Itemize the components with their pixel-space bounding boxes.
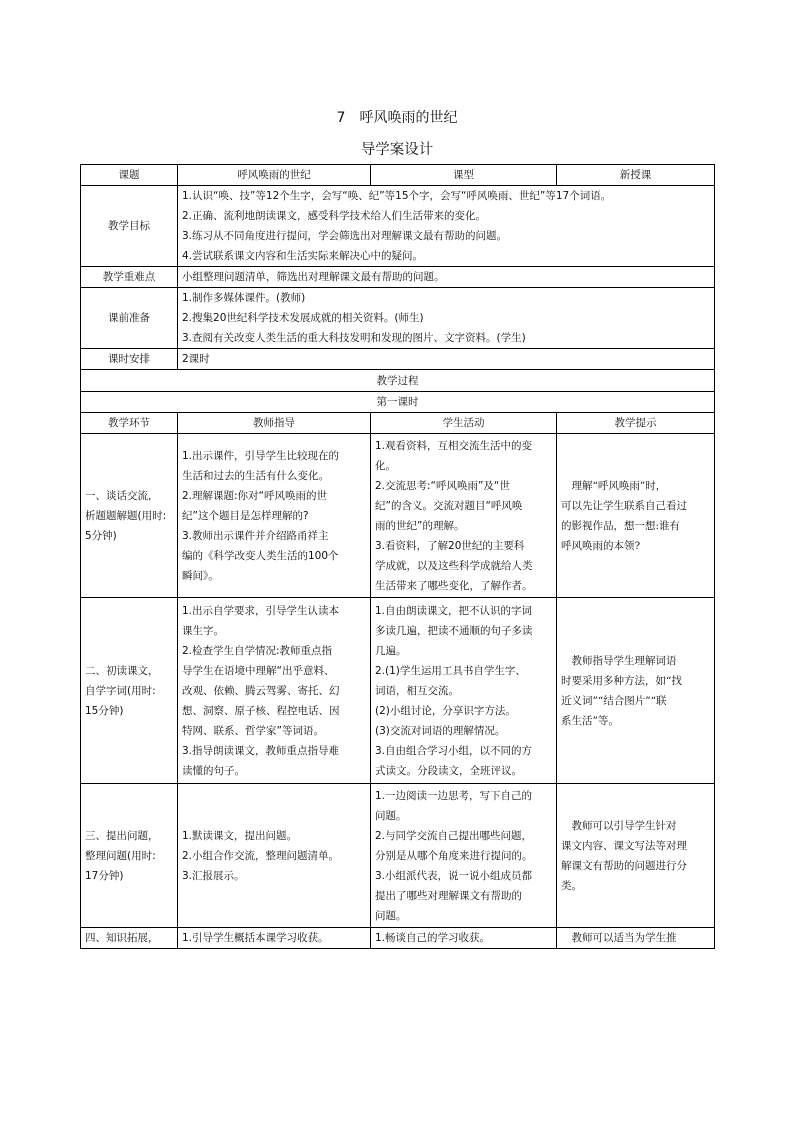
teacher-line: 想、洞察、原子核、程控电话、因 (182, 704, 340, 717)
goal-item: 4.尝试联系课文内容和生活实际来解决心中的疑问。 (182, 250, 424, 262)
topic-value: 呼风唤雨的世纪 (178, 165, 371, 186)
teacher-line: 2.检查学生自学情况:教师重点指 (182, 644, 333, 657)
teacher-guidance (178, 598, 371, 784)
tip-line: 教师可以引导学生针对 (561, 819, 677, 832)
student-line: 词语，相互交流。 (375, 684, 459, 697)
table-row (81, 370, 715, 392)
tip-line: 解课文有帮助的问题进行分 (561, 859, 687, 872)
stage-name-line: 二、初读课文， (85, 664, 159, 677)
stage-name (81, 434, 178, 598)
tip-line: 近义词”“结合图片”“联 (561, 694, 667, 707)
student-line: 3.自由组合学习小组，以不同的方 (375, 744, 533, 757)
lesson-plan-table (80, 164, 715, 949)
student-activity (371, 784, 557, 928)
stage-name-line: 整理问题(用时: (85, 849, 156, 862)
student-line: 纪”的含义。交流对题目“呼风唤 (375, 499, 523, 512)
teacher-guidance (178, 784, 371, 928)
stage-name-line: 自学字词(用时: (85, 684, 156, 697)
student-line: 学成就，以及这些科学成就给人类 (375, 559, 533, 572)
table-row (81, 413, 715, 434)
student-line: 3.小组派代表，说一说小组成员都 (375, 869, 533, 882)
column-header: 教师指导 (178, 413, 371, 434)
teaching-tip (557, 784, 715, 928)
prep-label: 课前准备 (81, 288, 178, 349)
document-title: 7 呼风唤雨的世纪 (336, 110, 458, 126)
process-title: 教学过程 (81, 370, 715, 392)
table-row (81, 186, 715, 267)
teacher-guidance (178, 434, 371, 598)
tip-line: 的影视作品，想一想:谁有 (561, 519, 681, 532)
student-line: 1.观看资料，互相交流生活中的变 (375, 439, 533, 452)
stage-name-line: 5分钟) (85, 529, 117, 542)
stage-name-line: 17分钟) (85, 869, 124, 882)
student-line: (2)小组讨论，分享识字方法。 (375, 704, 516, 717)
column-header: 学生活动 (371, 413, 557, 434)
tip-line: 教师指导学生理解词语 (561, 654, 677, 667)
stage-name (81, 598, 178, 784)
teacher-line: 改观、依赖、腾云驾雾、寄托、幻 (182, 684, 340, 697)
teacher-line: 2.理解课题:你对“呼风唤雨的世 (182, 489, 327, 502)
teaching-tip (557, 434, 715, 598)
student-activity (371, 598, 557, 784)
teacher-line: 2.小组合作交流，整理问题清单。 (182, 849, 340, 862)
prep-item: 3.查阅有关改变人类生活的重大科技发明和发现的图片、文字资料。(学生) (182, 332, 526, 344)
stage-name-line: 三、提出问题， (85, 829, 159, 842)
teaching-tip (557, 598, 715, 784)
student-line: 1.一边阅读一边思考，写下自己的 (375, 789, 533, 802)
student-line: 问题。 (375, 809, 407, 822)
teaching-tip: 教师可以适当为学生推 (557, 928, 715, 949)
tip-line: 系生活”等。 (561, 714, 619, 727)
tip-line: 课文内容、课文写法等对理 (561, 839, 687, 852)
stage-row (81, 434, 715, 598)
student-line: 生活带来了哪些变化，了解作者。 (375, 579, 533, 592)
stage-name-line: 15分钟) (85, 704, 124, 717)
key-label: 教学重难点 (81, 267, 178, 288)
stage-name-line: 析题题解题(用时: (85, 509, 167, 522)
stage-name (81, 784, 178, 928)
student-line: 分别是从哪个角度来进行提问的。 (375, 849, 533, 862)
student-line: 2.与同学交流自己提出哪些问题， (375, 829, 533, 842)
teacher-line: 瞬间》。 (182, 569, 219, 582)
teacher-line: 3.教师出示课件并介绍路甬祥主 (182, 529, 329, 542)
teacher-line: 3.汇报展示。 (182, 869, 245, 882)
teacher-line: 1.出示课件，引导学生比较现在的 (182, 449, 340, 462)
tip-line: 类。 (561, 879, 582, 892)
goal-item: 2.正确、流利地朗读课文，感受科学技术给人们生活带来的变化。 (182, 210, 487, 222)
table-row (81, 392, 715, 413)
type-label: 课型 (371, 165, 557, 186)
student-line: 1.自由朗读课文，把不认识的字词 (375, 604, 533, 617)
key-value: 小组整理问题清单，筛选出对理解课文最有帮助的问题。 (178, 267, 715, 288)
teacher-line: 纪”这个题目是怎样理解的? (182, 509, 309, 522)
student-activity (371, 434, 557, 598)
student-line: 化。 (375, 459, 396, 472)
goals-label: 教学目标 (81, 186, 178, 267)
stage-row (81, 784, 715, 928)
tip-line: 时要采用多种方法，如“找 (561, 674, 682, 687)
prep-item: 2.搜集20世纪科学技术发展成就的相关资料。(师生) (182, 312, 424, 324)
teacher-line: 生活和过去的生活有什么变化。 (182, 469, 329, 482)
student-line: 3.看资料，了解20世纪的主要科 (375, 539, 525, 552)
student-line: 多读几遍，把读不通顺的句子多读 (375, 624, 533, 637)
teacher-line: 3.指导朗读课文，教师重点指导难 (182, 744, 340, 757)
column-header: 教学环节 (81, 413, 178, 434)
teacher-line: 读懂的句子。 (182, 764, 245, 777)
goal-item: 3.练习从不同角度进行提问，学会筛选出对理解课文最有帮助的问题。 (182, 230, 508, 242)
tip-line: 呼风唤雨的本领? (561, 539, 641, 552)
prep-item: 1.制作多媒体课件。(教师) (182, 292, 306, 304)
type-value: 新授课 (557, 165, 715, 186)
lesson-title: 第一课时 (81, 392, 715, 413)
stage-name-line: 一、谈话交流， (85, 489, 159, 502)
teacher-line: 编的《科学改变人类生活的100个 (182, 549, 339, 562)
goals-list (178, 186, 715, 267)
student-line: 2.交流思考:“呼风唤雨”及“世 (375, 479, 510, 492)
teacher-line: 导学生在语境中理解“出乎意料、 (182, 664, 335, 677)
student-line: 问题。 (375, 909, 407, 922)
hours-label: 课时安排 (81, 349, 178, 370)
stage-row (81, 598, 715, 784)
student-line: 几遍。 (375, 644, 407, 657)
hours-value: 2课时 (178, 349, 715, 370)
table-row (81, 267, 715, 288)
table-row (81, 288, 715, 349)
topic-label: 课题 (81, 165, 178, 186)
tip-line: 可以先让学生联系自己看过 (561, 499, 687, 512)
student-line: 式读文。分段读文，全班评议。 (375, 764, 522, 777)
goal-item: 1.认识“唤、技”等12个生字，会写“唤、纪”等15个字，会写“呼风唤雨、世纪”等17个词语。 (182, 190, 612, 202)
table-row (81, 349, 715, 370)
document-subtitle: 导学案设计 (360, 142, 434, 158)
table-row (81, 165, 715, 186)
column-header: 教学提示 (557, 413, 715, 434)
student-line: 提出了哪些对理解课文有帮助的 (375, 889, 522, 902)
teacher-line: 特网、联系、哲学家”等词语。 (182, 724, 324, 737)
teacher-line: 1.默读课文，提出问题。 (182, 829, 298, 842)
stage-name: 四、知识拓展， (81, 928, 178, 949)
student-line: (3)交流对词语的理解情况。 (375, 724, 506, 737)
tip-line: 理解“呼风唤雨”时， (561, 479, 667, 492)
teacher-line: 课生字。 (182, 624, 224, 637)
student-line: 雨的世纪”的理解。 (375, 519, 465, 532)
student-line: 2.(1)学生运用工具书自学生字、 (375, 664, 526, 677)
prep-list (178, 288, 715, 349)
teacher-guidance: 1.引导学生概括本课学习收获。 (178, 928, 371, 949)
teacher-line: 1.出示自学要求，引导学生认读本 (182, 604, 340, 617)
student-activity: 1.畅谈自己的学习收获。 (371, 928, 557, 949)
stage-row (81, 928, 715, 949)
